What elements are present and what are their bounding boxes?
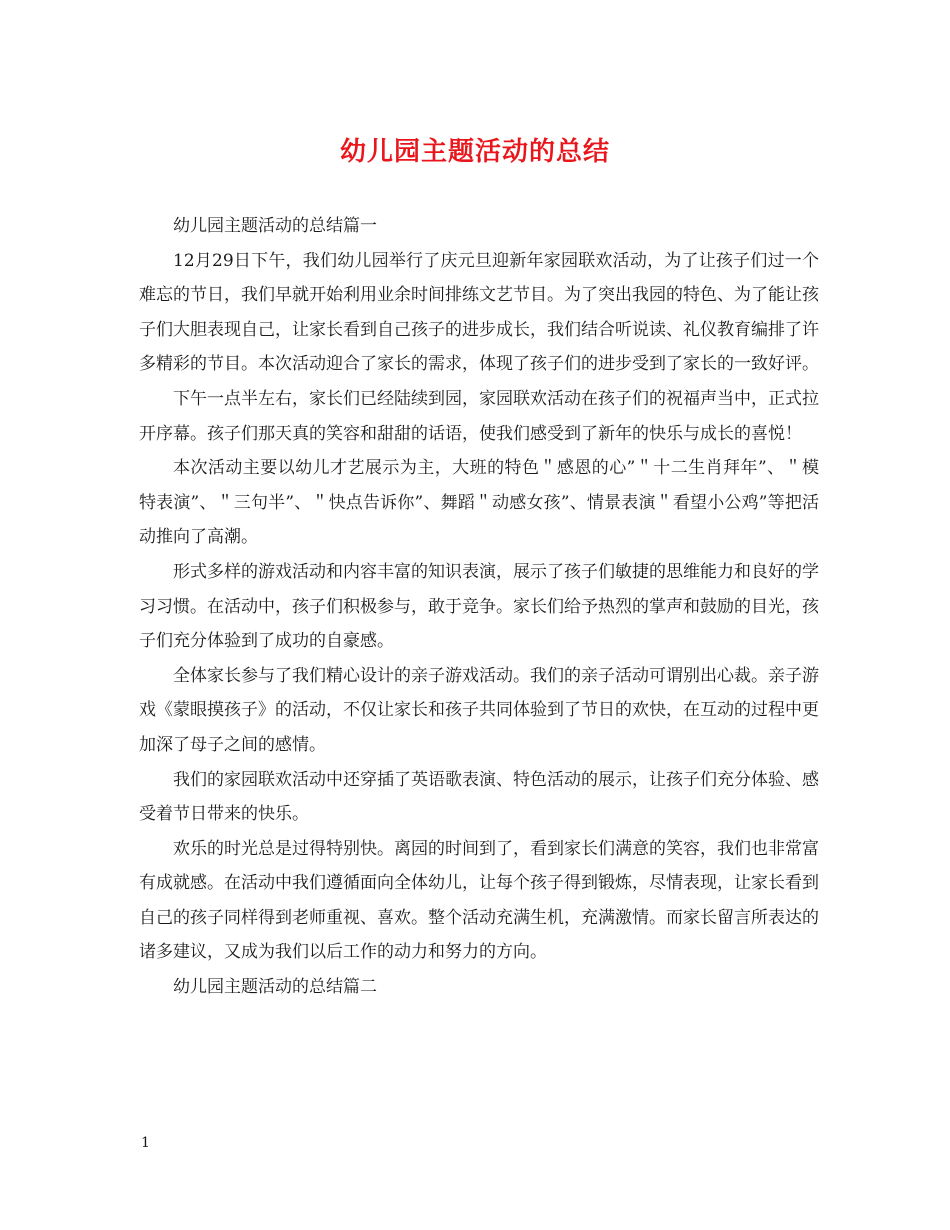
paragraph: 欢乐的时光总是过得特别快。离园的时间到了，看到家长们满意的笑容，我们也非常富有成就感。在活动中我们遵循面向全体幼儿，让每个孩子得到锻炼，尽情表现，让家长看到自己的孩子同样得到老师重视、喜欢。整个活动充满生机，充满激情。而家长留言所表达的诸多建议，又成为我们以后工作的动力和努力的方向。 <box>139 838 819 963</box>
paragraph: 12月29日下午，我们幼儿园举行了庆元旦迎新年家园联欢活动，为了让孩子们过一个难忘的节日，我们早就开始利用业余时间排练文艺节目。为了突出我园的特色、为了能让孩子们大胆表现自己，让家长看到自己孩子的进步成长，我们结合听说读、礼仪教育编排了许多精彩的节目。本次活动迎合了家长的需求，体现了孩子们的进步受到了家长的一致好评。 <box>139 250 819 375</box>
section-heading-1: 幼儿园主题活动的总结篇一 <box>173 216 377 236</box>
document-title: 幼儿园主题活动的总结 <box>339 137 610 167</box>
page-number: 1 <box>141 1135 150 1151</box>
paragraph: 下午一点半左右，家长们已经陆续到园，家园联欢活动在孩子们的祝福声当中，正式拉开序幕。孩子们那天真的笑容和甜甜的话语，使我们感受到了新年的快乐与成长的喜悦！ <box>139 388 819 444</box>
paragraph: 我们的家园联欢活动中还穿插了英语歌表演、特色活动的展示，让孩子们充分体验、感受着节日带来的快乐。 <box>139 769 819 825</box>
paragraph: 形式多样的游戏活动和内容丰富的知识表演，展示了孩子们敏捷的思维能力和良好的学习习惯。在活动中，孩子们积极参与，敢于竞争。家长们给予热烈的掌声和鼓励的目光，孩子们充分体验到了成功的自豪感。 <box>139 561 819 652</box>
document-body <box>139 209 819 1005</box>
section-heading-2: 幼儿园主题活动的总结篇二 <box>173 977 377 998</box>
paragraph: 本次活动主要以幼儿才艺展示为主，大班的特色＂感恩的心”＂十二生肖拜年”、＂模特表演”、＂三句半”、＂快点告诉你”、舞蹈＂动感女孩”、情景表演＂看望小公鸡”等把活动推向了高潮。 <box>139 458 819 548</box>
paragraph: 全体家长参与了我们精心设计的亲子游戏活动。我们的亲子活动可谓别出心裁。亲子游戏《蒙眼摸孩子》的活动，不仅让家长和孩子共同体验到了节日的欢快，在互动的过程中更加深了母子之间的感情。 <box>139 665 819 755</box>
